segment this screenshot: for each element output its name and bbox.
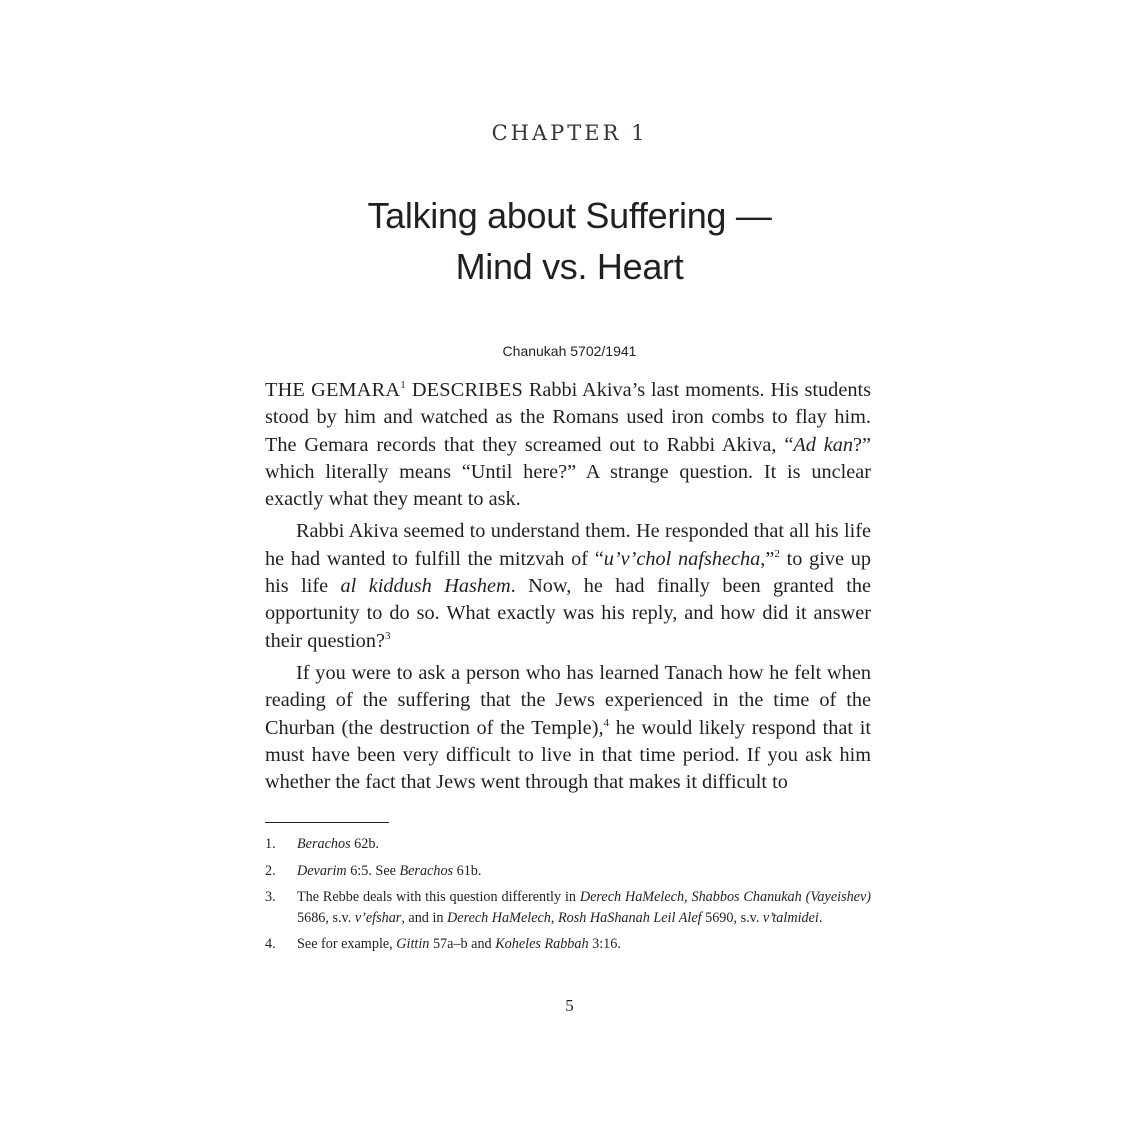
text: 3:16. bbox=[588, 936, 621, 952]
footnote-ref-4: 4 bbox=[603, 716, 610, 729]
italic-term: v’efshar bbox=[354, 909, 402, 926]
italic-term: Berachos bbox=[399, 862, 454, 879]
footnote-number: 4. bbox=[265, 936, 276, 952]
text: 61b. bbox=[453, 862, 482, 879]
paragraph-2 bbox=[265, 518, 871, 654]
footnotes bbox=[265, 834, 871, 961]
page-number: 5 bbox=[565, 996, 574, 1015]
footnote-1 bbox=[265, 834, 871, 855]
lead-in-2: DESCRIBES bbox=[405, 379, 523, 401]
italic-term: u’v’chol nafshecha bbox=[603, 547, 761, 570]
body-text bbox=[265, 377, 871, 801]
footnote-text bbox=[297, 934, 871, 955]
chapter-title-line-1: Talking about Suffering — bbox=[367, 195, 772, 236]
footnote-text bbox=[297, 887, 871, 928]
italic-term: Koheles Rabbah bbox=[495, 936, 589, 952]
text: , and in bbox=[401, 909, 448, 926]
text: 62b. bbox=[350, 836, 379, 852]
footnote-2 bbox=[265, 861, 871, 882]
footnote-number: 1. bbox=[265, 836, 276, 852]
chapter-title bbox=[0, 190, 1139, 292]
italic-term: Devarim bbox=[297, 862, 347, 879]
footnote-number: 3. bbox=[265, 889, 276, 905]
footnote-3 bbox=[265, 887, 871, 928]
italic-term: Berachos bbox=[297, 836, 351, 852]
italic-term: Derech HaMelech, Rosh HaShanah Leil Alef bbox=[447, 909, 702, 926]
text: ,” bbox=[760, 547, 775, 570]
text: 5686, s.v. bbox=[297, 909, 355, 926]
italic-term: Gittin bbox=[396, 936, 430, 952]
footnote-number: 2. bbox=[265, 862, 276, 879]
text: ?” which literally means “Until here?” A strange question. It is unclear exactly what they meant to ask. bbox=[265, 433, 871, 511]
text: 57a–b and bbox=[429, 936, 496, 952]
text: to give up his life bbox=[265, 547, 872, 598]
footnote-4 bbox=[265, 934, 871, 955]
paragraph-1 bbox=[265, 377, 871, 513]
text: . Now, he had finally been granted the opportunity to do so. What exactly was his reply, and how did it answer their question? bbox=[265, 575, 871, 652]
chapter-label: CHAPTER 1 bbox=[491, 121, 648, 145]
text: If you were to ask a person who has learned Tanach how he felt when reading of the suffering that the Jews experienced in the time of the Churban (the destruction of the Temple), bbox=[265, 661, 871, 739]
text: Rabbi Akiva seemed to understand them. He responded that all his life he had wanted to fulfill the mitzvah of “ bbox=[265, 520, 871, 570]
paragraph-3 bbox=[265, 660, 871, 796]
text: . bbox=[818, 909, 823, 926]
text: Rabbi Akiva’s last moments. His students stood by him and watched as the Romans used iron combs to flay him. The Gemara records that they screamed out to Rabbi Akiva, “ bbox=[265, 379, 871, 456]
footnote-text bbox=[297, 834, 871, 855]
lead-in: THE GEMARA bbox=[265, 379, 401, 401]
italic-term: v’talmidei bbox=[762, 909, 819, 926]
chapter-title-line-2: Mind vs. Heart bbox=[455, 246, 684, 287]
italic-term: Derech HaMelech, Shabbos Chanukah (Vayeishev) bbox=[579, 889, 871, 905]
italic-term: Ad kan bbox=[793, 433, 853, 456]
footnote-ref-2: 2 bbox=[774, 547, 780, 560]
text: The Rebbe deals with this question differently in bbox=[297, 889, 580, 905]
dateline: Chanukah 5702/1941 bbox=[502, 343, 637, 359]
text: See for example, bbox=[297, 936, 397, 952]
italic-term: al kiddush Hashem bbox=[340, 575, 511, 598]
text: 6:5. See bbox=[346, 862, 400, 879]
footnote-text bbox=[297, 861, 871, 882]
text: 5690, s.v. bbox=[701, 909, 763, 926]
footnote-divider bbox=[265, 822, 389, 823]
footnote-ref-3: 3 bbox=[384, 629, 391, 642]
footnote-ref-1: 1 bbox=[400, 379, 406, 391]
text: he would likely respond that it must have been very difficult to live in that time period. If you ask him whether the fact that Jews went through that makes it difficult to bbox=[265, 716, 871, 794]
